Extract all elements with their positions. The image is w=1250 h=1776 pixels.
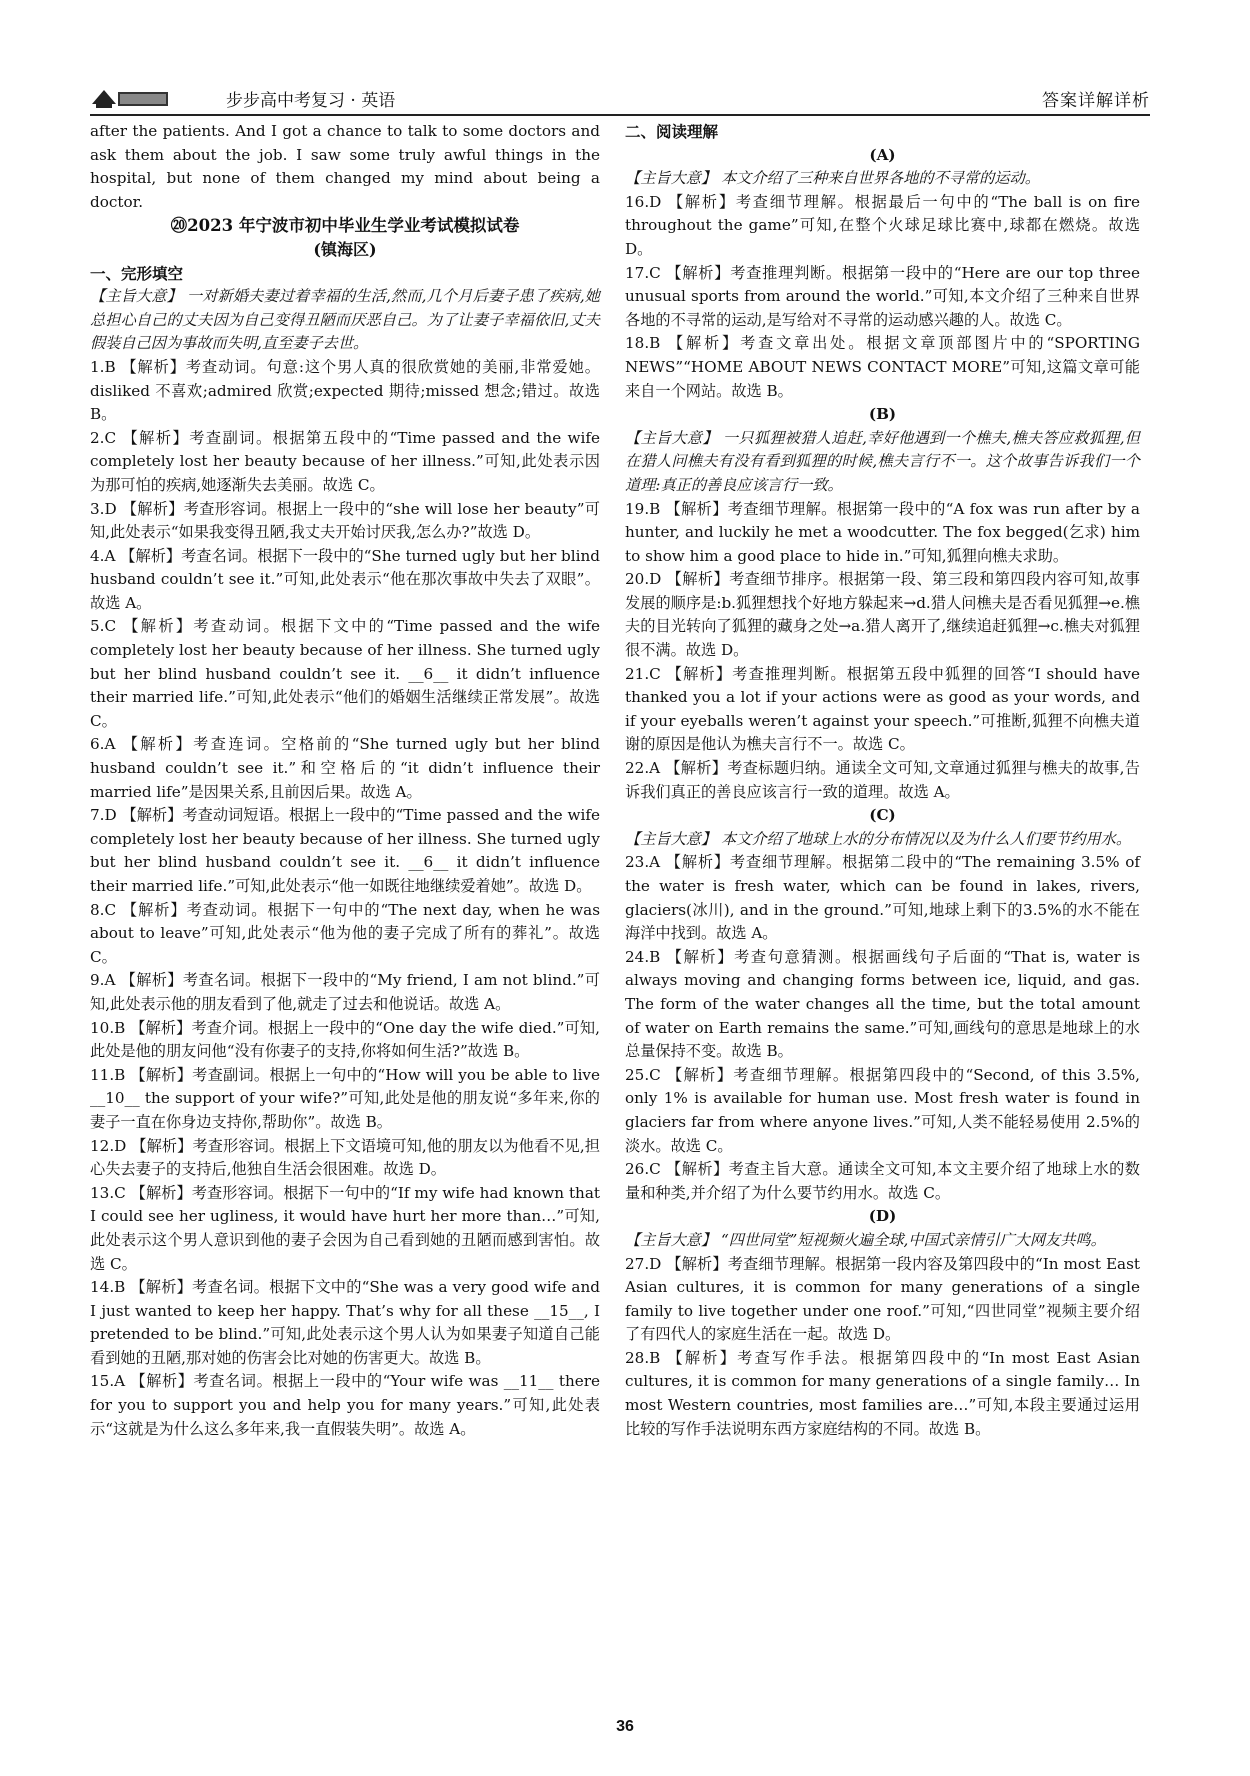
answer-item: 1.B 【解析】考查动词。句意:这个男人真的很欣赏她的美丽,非常爱她。disliked 不喜欢;admired 欣赏;expected 期待;missed 想念;错过。故选 B。	[90, 357, 600, 424]
passage-label: (B)	[868, 405, 897, 424]
answer-item: 11.B 【解析】考查副词。根据上一句中的“How will you be able to live __10__ the support of your wife?”可知,此处是他的朋友说“多年来,你的妻子一直在你身边支持你,帮助你”。故选 B。	[90, 1065, 600, 1131]
main-idea: 【主旨大意】 本文介绍了地球上水的分布情况以及为什么人们要节约用水。	[625, 829, 1132, 848]
passage-label: (A)	[869, 145, 896, 164]
passage-label: (C)	[869, 806, 896, 825]
intro-paragraph: after the patients. And I got a chance to talk to some doctors and ask them about the job. I saw some truly awful things in the hospital, but none of them changed my mind about being a doctor.	[90, 122, 600, 211]
section-heading: 一、完形填空	[90, 263, 184, 283]
section-heading: 二、阅读理解	[625, 122, 719, 141]
answer-item: 23.A 【解析】考查细节理解。根据第二段中的“The remaining 3.5% of the water is fresh water, which can be found in lakes, rivers, glaciers(冰川), and in the ground.”可知,地球上剩下的3.5%的水不能在海洋中找到。故选 A。	[625, 853, 1140, 943]
main-idea: 【主旨大意】 “四世同堂”短视频火遍全球,中国式亲情引广大网友共鸣。	[625, 1230, 1106, 1249]
answer-item: 19.B 【解析】考查细节理解。根据第一段中的“A fox was run after by a hunter, and luckily he met a woodcutter. The fox begged(乞求) him to show him a good place to hide in.”可知,狐狸向樵夫求助。	[625, 499, 1140, 565]
answer-item: 3.D 【解析】考查形容词。根据上一段中的“she will lose her beauty”可知,此处表示“如果我变得丑陋,我丈夫开始讨厌我,怎么办?”故选 D。	[90, 499, 600, 542]
answer-item: 26.C 【解析】考查主旨大意。通读全文可知,本文主要介绍了地球上水的数量和种类,并介绍了为什么要节约用水。故选 C。	[625, 1160, 1140, 1202]
header-rule	[90, 114, 1150, 116]
page-header	[90, 82, 1150, 116]
answer-item: 14.B 【解析】考查名词。根据下文中的“She was a very good wife and I just wanted to keep her happy. That’s why for all these __15__, I pretended to be blind.”可知,此处表示这个男人认为如果妻子知道自己能看到她的丑陋,那对她的伤害会比对她的伤害更大。故选 B。	[90, 1278, 600, 1367]
right-column	[625, 120, 1140, 1441]
main-idea: 【主旨大意】 一只狐狸被猎人追赶,幸好他遇到一个樵夫,樵夫答应救狐狸,但在猎人问樵夫有没有看到狐狸的时候,樵夫言行不一。这个故事告诉我们一个道理:真正的善良应该言行一致。	[625, 428, 1140, 494]
answer-item: 21.C 【解析】考查推理判断。根据第五段中狐狸的回答“I should have thanked you a lot if your actions were as good as your words, and if your eyeballs weren’t against your speech.”可推断,狐狸不向樵夫道谢的原因是他认为樵夫言行不一。故选 C。	[625, 664, 1140, 754]
answer-item: 13.C 【解析】考查形容词。根据下一句中的“If my wife had known that I could see her ugliness, it would have hurt her more than…”可知,此处表示这个男人意识到他的妻子会因为自己看到她的丑陋而感到害怕。故选 C。	[90, 1183, 600, 1273]
left-column	[90, 120, 600, 1441]
answer-item: 17.C 【解析】考查推理判断。根据第一段中的“Here are our top three unusual sports from around the world.”可知,本文介绍了三种来自世界各地的不寻常的运动,是写给对不寻常的运动感兴趣的人。故选 C。	[625, 263, 1140, 329]
page-number: 36	[616, 1718, 634, 1735]
exam-subtitle: (镇海区)	[313, 239, 377, 259]
answer-item: 27.D 【解析】考查细节理解。根据第一段内容及第四段中的“In most East Asian cultures, it is common for many generations of a single family to live together under one roof.”可知,“四世同堂”视频主要介绍了有四代人的家庭生活在一起。故选 D。	[625, 1254, 1140, 1344]
main-idea: 【主旨大意】 本文介绍了三种来自世界各地的不寻常的运动。	[625, 169, 1040, 188]
passage-label: (D)	[868, 1207, 897, 1226]
answer-item: 24.B 【解析】考查句意猜测。根据画线句子后面的“That is, water is always moving and changing forms between ice, liquid, and gas. The form of the water changes all the time, but the total amount of water on Earth remains the same.”可知,画线句的意思是地球上的水总量保持不变。故选 B。	[625, 947, 1140, 1061]
answer-item: 22.A 【解析】考查标题归纳。通读全文可知,文章通过狐狸与樵夫的故事,告诉我们真正的善良应该言行一致的道理。故选 A。	[625, 759, 1140, 801]
answer-item: 28.B 【解析】考查写作手法。根据第四段中的“In most East Asian cultures, it is common for many generations of a single family… In most Western countries, most families are…”可知,本段主要通过运用比较的写作手法说明东西方家庭结构的不同。故选 B。	[625, 1348, 1140, 1438]
answer-item: 2.C 【解析】考查副词。根据第五段中的“Time passed and the wife completely lost her beauty because of her illness.”可知,此处表示因为那可怕的疾病,她逐渐失去美丽。故选 C。	[90, 428, 600, 494]
answer-item: 16.D 【解析】考查细节理解。根据最后一句中的“The ball is on fire throughout the game”可知,在整个火球足球比赛中,球都在燃烧。故选 D。	[625, 192, 1140, 258]
answer-item: 10.B 【解析】考查介词。根据上一段中的“One day the wife died.”可知,此处是他的朋友问他“没有你妻子的支持,你将如何生活?”故选 B。	[90, 1018, 600, 1061]
main-idea: 【主旨大意】 一对新婚夫妻过着幸福的生活,然而,几个月后妻子患了疾病,她总担心自己的丈夫因为自己变得丑陋而厌恶自己。为了让妻子幸福依旧,丈夫假装自己因为事故而失明,直至妻子去世。	[90, 287, 600, 353]
answer-item: 6.A 【解析】考查连词。空格前的“She turned ugly but her blind husband couldn’t see it.”和空格后的“it didn’t influence their married life”是因果关系,且前因后果。故选 A。	[90, 735, 600, 801]
answer-item: 15.A 【解析】考查名词。根据上一段中的“Your wife was __11__ there for you to support you and help you for many years.”可知,此处表示“这就是为什么这么多年来,我一直假装失明”。故选 A。	[90, 1372, 600, 1438]
answer-item: 8.C 【解析】考查动词。根据下一句中的“The next day, when he was about to leave”可知,此处表示“他为他的妻子完成了所有的葬礼”。故选 C。	[90, 900, 600, 966]
answer-item: 4.A 【解析】考查名词。根据下一段中的“She turned ugly but her blind husband couldn’t see it.”可知,此处表示“他在那次事故中失去了双眼”。故选 A。	[90, 546, 600, 612]
publisher-logo-icon	[90, 84, 170, 110]
answer-item: 12.D 【解析】考查形容词。根据上下文语境可知,他的朋友以为他看不见,担心失去妻子的支持后,他独自生活会很困难。故选 D。	[90, 1136, 600, 1179]
answer-item: 5.C 【解析】考查动词。根据下文中的“Time passed and the wife completely lost her beauty because of her illness. She turned ugly but her blind husband couldn’t see it. __6__ it didn’t influence their married life.”可知,此处表示“他们的婚姻生活继续正常发展”。故选 C。	[90, 617, 600, 730]
answer-item: 9.A 【解析】考查名词。根据下一段中的“My friend, I am not blind.”可知,此处表示他的朋友看到了他,就走了过去和他说话。故选 A。	[90, 971, 600, 1013]
answer-item: 7.D 【解析】考查动词短语。根据上一段中的“Time passed and the wife completely lost her beauty because of her illness. She turned ugly but her blind husband couldn’t see it. __6__ it didn’t influence their married life.”可知,此处表示“他一如既往地继续爱着她”。故选 D。	[90, 806, 600, 895]
answer-item: 25.C 【解析】考查细节理解。根据第四段中的“Second, of this 3.5%, only 1% is available for human use. Most fresh water is found in glaciers far from where anyone lives.”可知,人类不能轻易使用 2.5%的淡水。故选 C。	[625, 1065, 1140, 1155]
answer-item: 20.D 【解析】考查细节排序。根据第一段、第三段和第四段内容可知,故事发展的顺序是:b.狐狸想找个好地方躲起来→d.猎人问樵夫是否看见狐狸→e.樵夫的目光转向了狐狸的藏身之处→a.猎人离开了,继续追赶狐狸→c.樵夫对狐狸很不满。故选 D。	[625, 570, 1140, 660]
answer-item: 18.B 【解析】考查文章出处。根据文章顶部图片中的“SPORTING NEWS”“HOME ABOUT NEWS CONTACT MORE”可知,这篇文章可能来自一个网站。故选 B。	[625, 334, 1140, 400]
book-title: 步步高中考复习 · 英语	[226, 91, 396, 111]
exam-title: ⑳2023 年宁波市初中毕业生学业考试模拟试卷	[170, 216, 520, 236]
header-section-title: 答案详解详析	[1042, 91, 1150, 111]
